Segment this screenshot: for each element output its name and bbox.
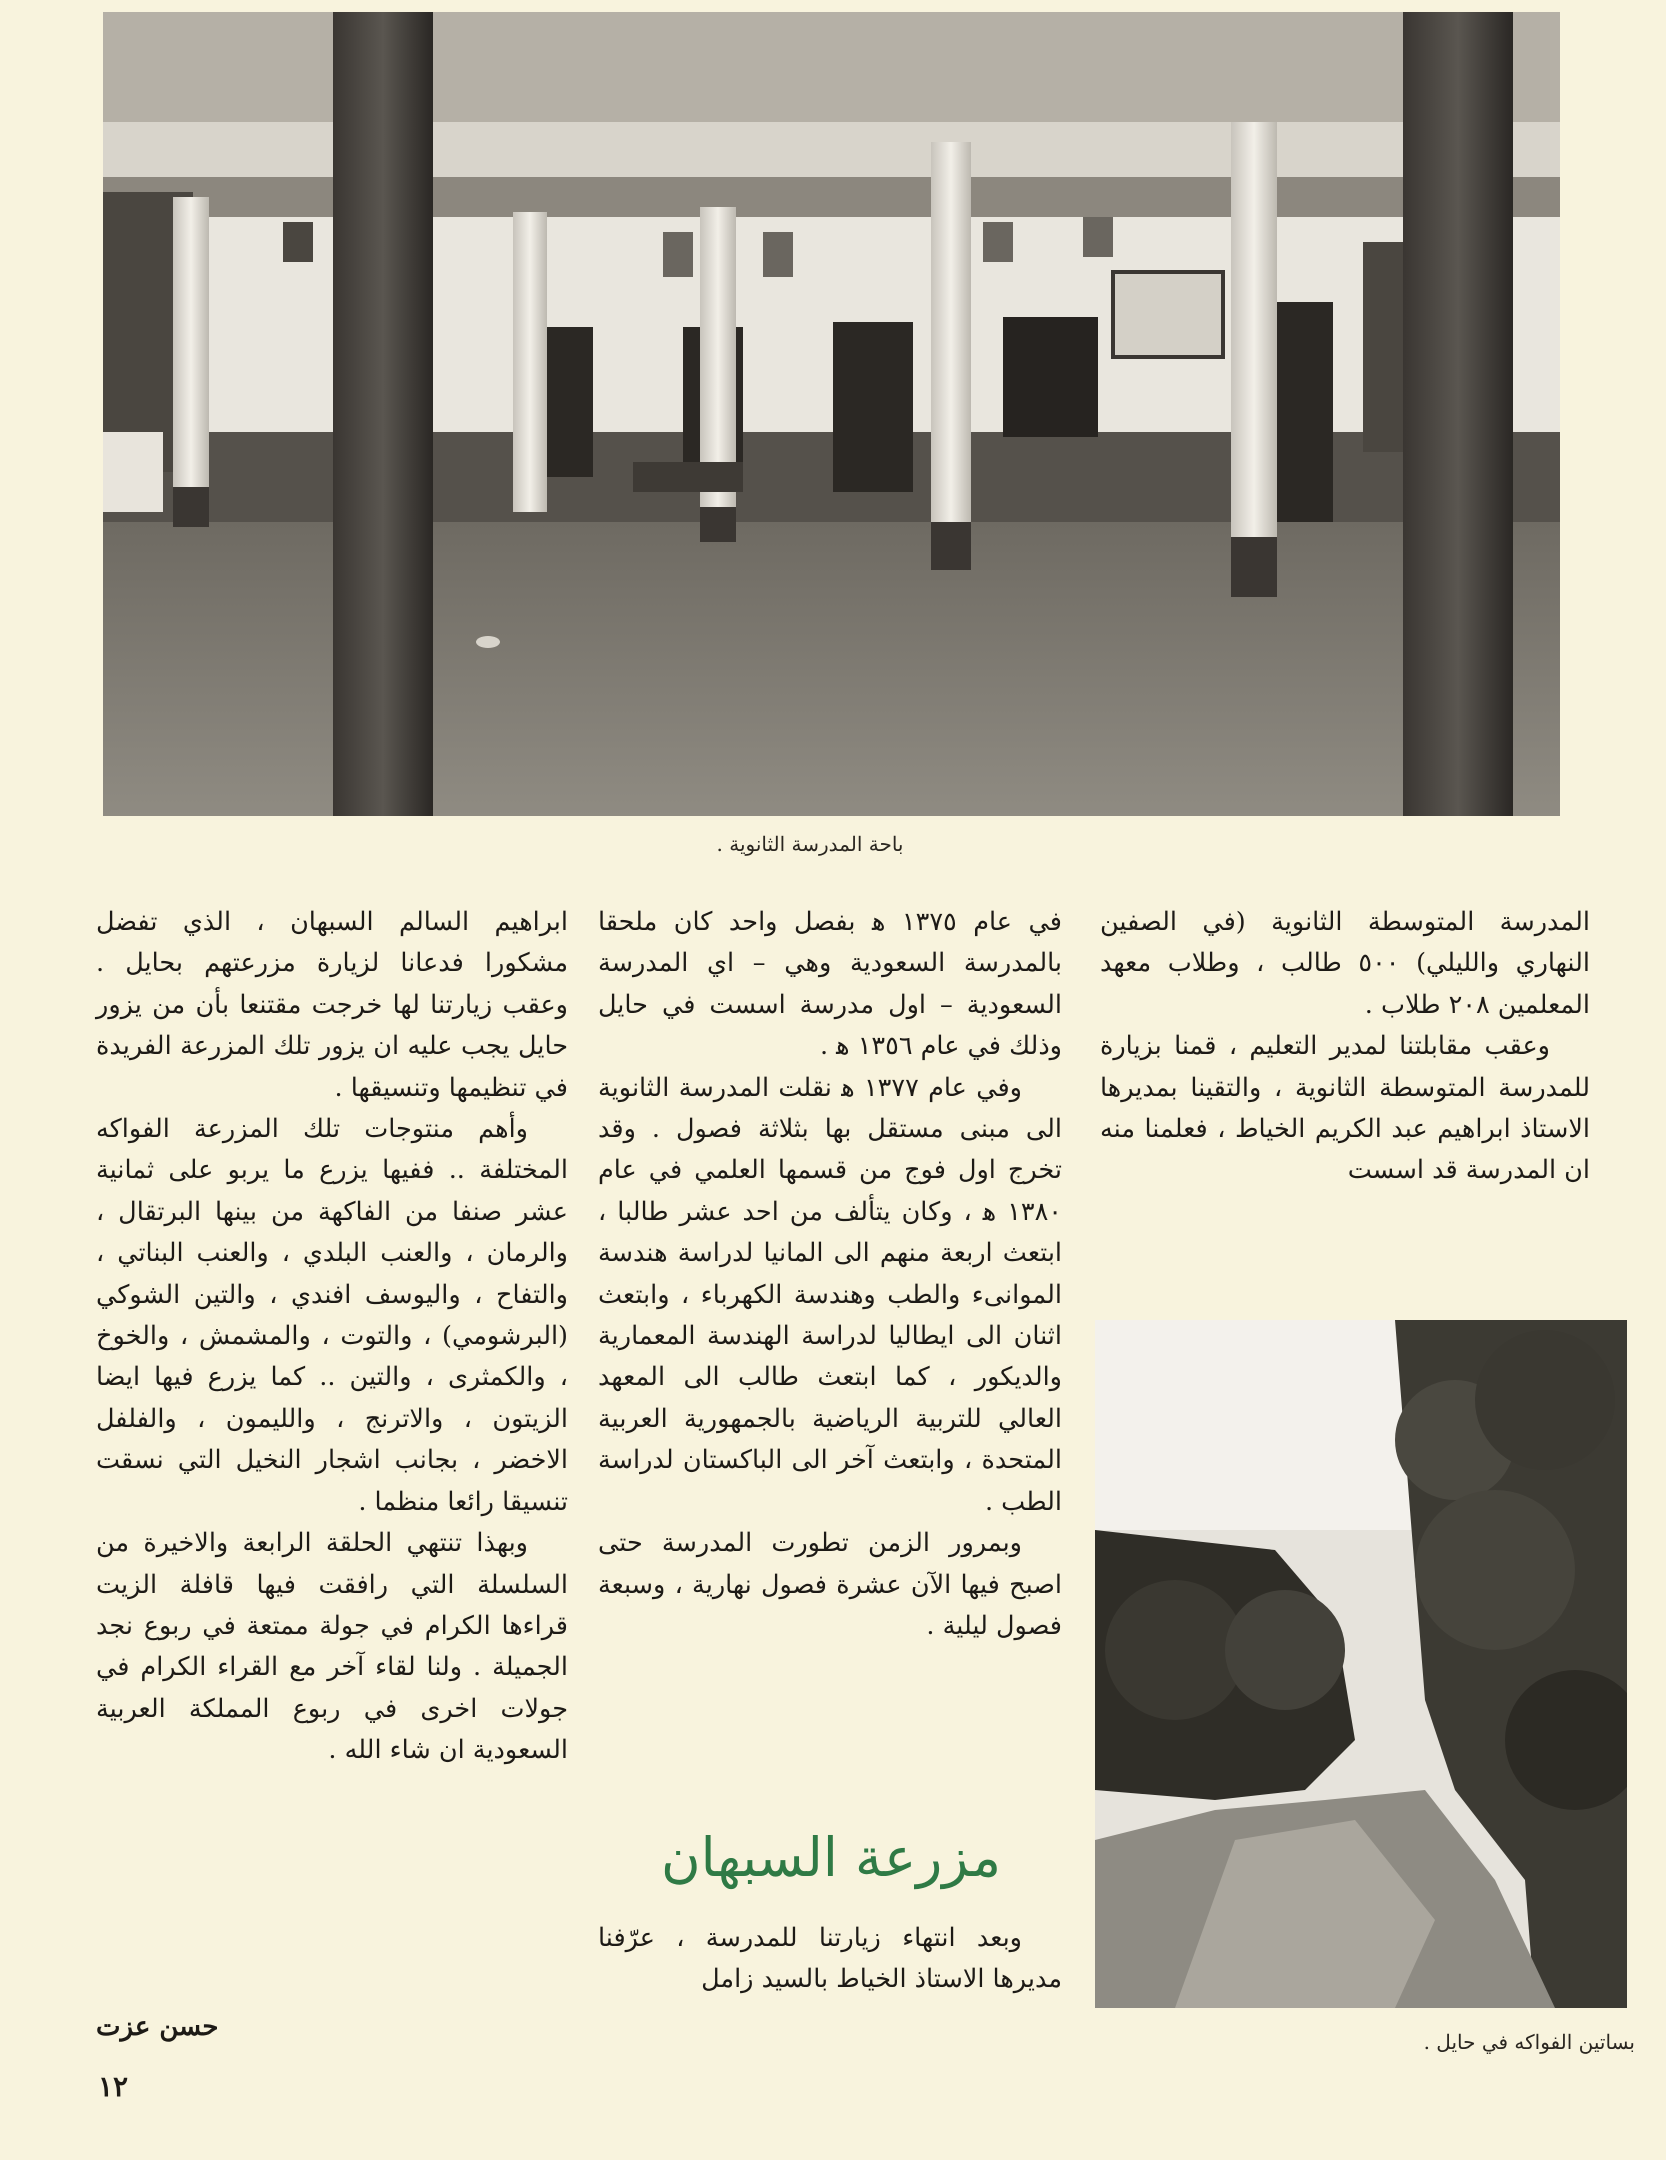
paragraph: وعقب مقابلتنا لمدير التعليم ، قمنا بزيارة للمدرسة المتوسطة الثانوية ، والتقينا بمديرها الاستاذ ابراهيم عبد الكريم الخياط ، فعلمنا منه ان المدرسة قد اسست	[1100, 1031, 1590, 1186]
paragraph: وبمرور الزمن تطورت المدرسة حتى اصبح فيها الآن عشرة فصول نهارية ، وسبعة فصول ليلية .	[598, 1528, 1062, 1641]
article-column-right	[1100, 902, 1590, 1192]
fruit-orchard-photo	[1095, 1320, 1627, 2008]
section-heading: مزرعة السبهان	[660, 1826, 1002, 1889]
school-courtyard-photo	[103, 12, 1560, 816]
paragraph: المدرسة المتوسطة الثانوية (في الصفين النهاري والليلي) ٥٠٠ طالب ، وطلاب معهد المعلمين ٢٠٨ طلاب .	[1100, 907, 1590, 1020]
page-number: ١٢	[98, 2070, 129, 2103]
article-column-middle	[598, 902, 1062, 1647]
paragraph: ابراهيم السالم السبهان ، الذي تفضل مشكورا فدعانا لزيارة مزرعتهم بحايل . وعقب زيارتنا لها خرجت مقتنعا بأن من يزور حايل يجب عليه ان يزور تلك المزرعة الفريدة في تنظيمها وتنسيقها .	[96, 907, 568, 1103]
article-column-left	[96, 902, 568, 1772]
photo-caption-courtyard: باحة المدرسة الثانوية .	[716, 832, 904, 856]
paragraph: وفي عام ١٣٧٧ ﻫ نقلت المدرسة الثانوية الى مبنى مستقل بها بثلاثة فصول . وقد تخرج اول فوج من قسمها العلمي في عام ١٣٨٠ ﻫ ، وكان يتألف من احد عشر طالبا ، ابتعث اربعة منهم الى المانيا لدراسة هندسة الموانىء والطب وهندسة الكهرباء ، وابتعث اثنان الى ايطاليا لدراسة الهندسة المعمارية والديكور ، كما ابتعث طالب الى المعهد العالي للتربية الرياضية بالجمهورية العربية المتحدة ، وابتعث آخر الى الباكستان لدراسة الطب .	[598, 1072, 1062, 1517]
article-column-middle-bottom	[598, 1918, 1062, 2001]
paragraph: وبعد انتهاء زيارتنا للمدرسة ، عرّفنا مديرها الاستاذ الخياط بالسيد زامل	[598, 1923, 1062, 1995]
paragraph: وبهذا تنتهي الحلقة الرابعة والاخيرة من السلسلة التي رافقت فيها قافلة الزيت قراءها الكرام في جولة ممتعة في ربوع نجد الجميلة . ولنا لقاء آخر مع القراء الكرام في جولات اخرى في ربوع المملكة العربية السعودية ان شاء الله .	[96, 1528, 568, 1766]
paragraph: في عام ١٣٧٥ ﻫ بفصل واحد كان ملحقا بالمدرسة السعودية وهي – اي المدرسة السعودية – اول مدرسة اسست في حايل وذلك في عام ١٣٥٦ ﻫ .	[598, 907, 1062, 1062]
photo-caption-orchard: بساتين الفواكه في حايل .	[1423, 2030, 1635, 2054]
author-name: حسن عزت	[96, 2012, 219, 2042]
paragraph: وأهم منتوجات تلك المزرعة الفواكه المختلفة .. ففيها يزرع ما يربو على ثمانية عشر صنفا من الفاكهة من بينها البرتقال ، والرمان ، والعنب البلدي ، والعنب البناتي ، والتفاح ، واليوسف افندي ، والتين الشوكي (البرشومي) ، والتوت ، والمشمش ، والخوخ ، والكمثرى ، والتين .. كما يزرع فيها ايضا الزيتون ، والاترنج ، والليمون ، والفلفل الاخضر ، بجانب اشجار النخيل التي نسقت تنسيقا رائعا منظما .	[96, 1114, 568, 1517]
